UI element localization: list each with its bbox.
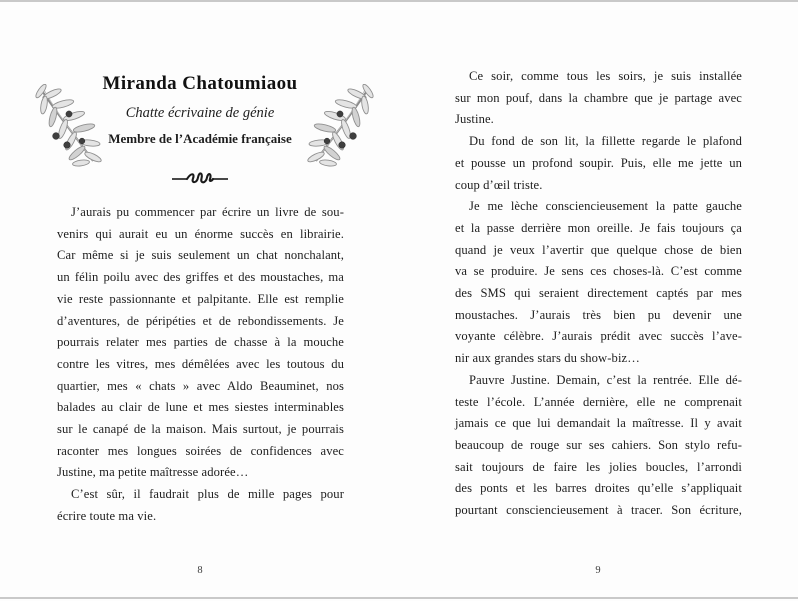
text-line: et pousse un profond soupir. Puis, elle me jette un [455, 155, 742, 170]
page-number-left: 8 [197, 565, 203, 576]
text-line: pourrais relater mes parties de chasse à la mouche [57, 335, 344, 350]
author-name: Miranda Chatoumiaou [102, 73, 298, 94]
text-line: Car même si je suis seulement un chat nonchalant, [57, 248, 344, 263]
page-number-right: 9 [595, 565, 601, 576]
text-line: venirs qui aurait eu un énorme succès en librairie. [57, 226, 344, 241]
text-line: sur mon pouf, dans la chambre que je partage avec [455, 90, 742, 105]
text-line: d’aventures, de péripéties et de rebondissements. Je [57, 313, 344, 328]
text-line: raconter mes longues soirées de confidences avec [57, 443, 344, 458]
text-line: pourtant consciencieusement à tracer. Son écriture, [455, 503, 742, 518]
text-line: C’est sûr, il faudrait plus de mille pages pour [71, 487, 344, 502]
bottom-page-edge [0, 597, 798, 599]
text-line: coup d’œil triste. [455, 177, 543, 192]
text-line: et la passe derrière mon oreille. Je fais toujours ça [455, 220, 742, 235]
text-line: nir aux grandes stars du show-biz… [455, 351, 640, 366]
author-membership: Membre de l’Académie française [108, 131, 292, 146]
right-page-text [455, 66, 742, 522]
text-line: écrire toute ma vie. [57, 508, 157, 523]
text-line: J’aurais pu commencer par écrire un livre de sou- [71, 205, 344, 219]
text-line: voyante célèbre. J’aurais prédit avec succès l’ave- [455, 329, 742, 344]
left-page-text [57, 202, 344, 528]
text-line: quand je veux l’avertir que quelque chose de bien [455, 242, 742, 257]
text-line: contre les vitres, mes démêlées avec les toutous du [57, 356, 344, 371]
text-line: des ponts et les barres droites qu’elle s’appliquait [455, 481, 742, 496]
chapter-header [30, 74, 370, 146]
text-line: Ce soir, comme tous les soirs, je suis installée [469, 69, 742, 83]
text-line: vie reste passionnante et palpitante. Elle est remplie [57, 291, 344, 306]
squiggle-divider-icon [172, 171, 228, 186]
text-line: Du fond de son lit, la fillette regarde le plafond [469, 134, 742, 149]
text-line: un félin poilu avec des griffes et des moustaches, ma [57, 270, 344, 285]
text-line: Pauvre Justine. Demain, c’est la rentrée. Elle dé- [469, 372, 742, 387]
author-role: Chatte écrivaine de génie [125, 105, 275, 121]
text-line: va se produire. Je sens ces choses-là. C’est comme [455, 264, 742, 279]
text-line: teste l’école. L’année dernière, elle ne comprenait [455, 394, 742, 409]
text-line: Je me lèche consciencieusement la patte gauche [469, 199, 742, 214]
text-line: quartier, mes « chats » avec Aldo Beauminet, nos [57, 378, 344, 393]
text-line: Justine. [455, 112, 494, 127]
top-page-edge [0, 0, 798, 2]
text-line: Justine, ma petite maîtresse adorée… [57, 465, 249, 480]
text-line: moustaches. J’aurais très bien pu devenir une [455, 307, 742, 322]
text-line: des SMS qui seraient directement captés par mes [455, 286, 742, 301]
text-line: balades au clair de lune et mes siestes interminables [57, 400, 344, 415]
text-line: jamais ce que lui demandait la maîtresse. Il y avait [455, 416, 742, 431]
text-line: sait toujours de faire les jolies boucles, l’arrondi [455, 459, 742, 474]
text-line: sur le canapé de la maison. Mais surtout, je pourrais [57, 422, 344, 437]
text-line: beaucoup de rouge sur ses cahiers. Son stylo refu- [455, 437, 742, 452]
